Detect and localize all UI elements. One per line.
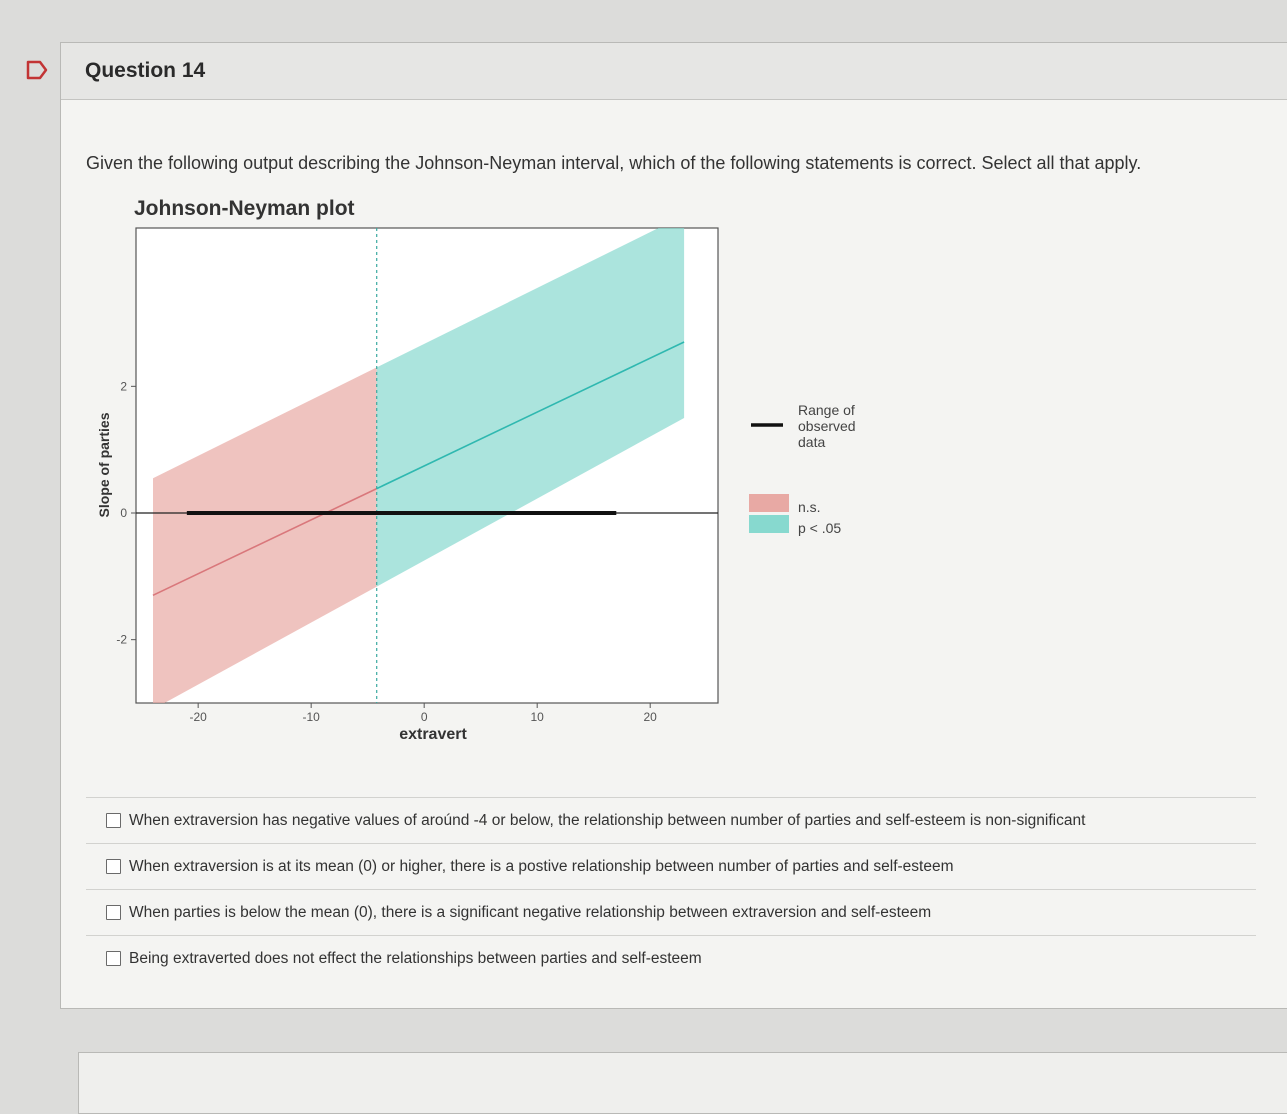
option-4-checkbox[interactable]: [106, 951, 121, 966]
option-4-label: Being extraverted does not effect the relationships between parties and self-esteem: [129, 949, 702, 967]
option-1-label: When extraversion has negative values of aroúnd -4 or below, the relationship between number of parties and self-esteem is non-significant: [129, 811, 1086, 829]
x-tick-label: -10: [302, 710, 320, 724]
question-card: [60, 42, 1287, 1009]
option-2[interactable]: [86, 843, 1256, 889]
x-axis-label: extravert: [399, 726, 467, 743]
x-tick-label: 20: [643, 710, 657, 724]
x-tick-label: 0: [420, 710, 428, 724]
y-tick-label: 0: [120, 506, 127, 520]
option-4[interactable]: [86, 935, 1256, 981]
y-axis-label: Slope of parties: [96, 412, 112, 518]
option-1-checkbox[interactable]: [106, 813, 121, 828]
option-3-label: When parties is below the mean (0), there is a significant negative relationship between extraversion and self-esteem: [129, 903, 932, 921]
answer-options: [86, 797, 1256, 981]
question-header: [61, 43, 1287, 100]
next-question-card: [78, 1052, 1287, 1114]
y-tick-label: -2: [116, 632, 127, 647]
question-prompt: Given the following output describing the Johnson-Neyman interval, which of the following statements is correct. Select all that apply.: [86, 153, 1142, 173]
x-tick-label: -20: [189, 710, 207, 724]
question-title: Question 14: [85, 59, 206, 82]
legend-ns-swatch: [749, 494, 789, 512]
x-tick-label: 10: [530, 710, 544, 724]
flag-icon[interactable]: [26, 60, 48, 80]
option-3-checkbox[interactable]: [106, 905, 121, 920]
legend-sig-swatch: [749, 515, 789, 533]
option-2-checkbox[interactable]: [106, 859, 121, 874]
johnson-neyman-plot: [81, 213, 981, 773]
legend-ns-label: n.s.: [798, 499, 821, 515]
chart-title: Johnson-Neyman plot: [134, 197, 355, 220]
y-tick-label: 2: [120, 379, 127, 394]
option-3[interactable]: [86, 889, 1256, 935]
option-2-label: When extraversion is at its mean (0) or higher, there is a postive relationship between number of parties and self-esteem: [129, 857, 954, 875]
legend-range-label: Range of observed data: [798, 402, 856, 450]
legend-sig-label: p < .05: [798, 520, 842, 536]
option-1[interactable]: [86, 797, 1256, 843]
